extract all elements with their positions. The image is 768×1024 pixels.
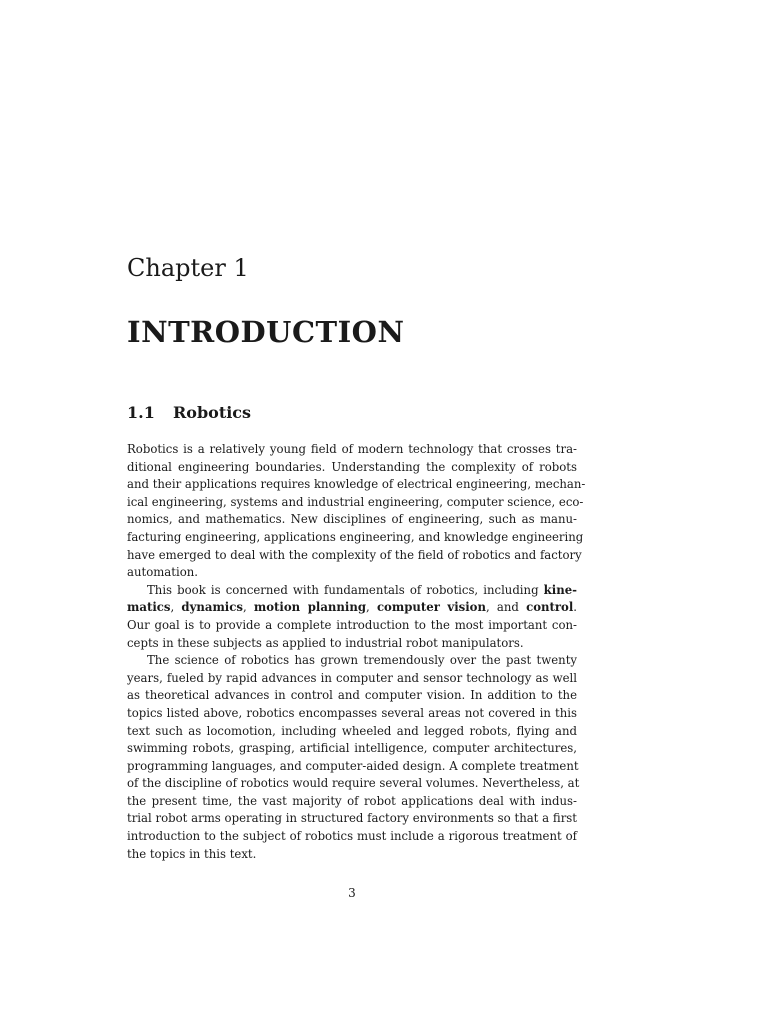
- chapter-label: Chapter 1: [127, 254, 249, 282]
- text-line: ditional engineering boundaries. Understanding the complexity of robots: [127, 459, 577, 474]
- text-line: automation.: [127, 565, 198, 580]
- bold-term: motion planning: [253, 600, 367, 615]
- text-line: [127, 599, 577, 617]
- section-heading: [127, 401, 251, 425]
- bold-term: dynamics: [181, 600, 243, 615]
- text-line: and their applications requires knowledge of electrical engineering, mechan-: [127, 477, 586, 492]
- text-run: , and: [485, 600, 527, 615]
- text-line: years, fueled by rapid advances in computer and sensor technology as well: [127, 670, 577, 685]
- text-run: This book is concerned with fundamentals of robotics, including: [147, 582, 544, 597]
- text-run: .: [573, 600, 577, 615]
- text-line: nomics, and mathematics. New disciplines of engineering, such as manu-: [127, 512, 577, 527]
- text-line: introduction to the subject of robotics must include a rigorous treatment of: [127, 829, 577, 844]
- text-run: ,: [242, 600, 254, 615]
- text-line: Robotics is a relatively young field of modern technology that crosses tra-: [127, 442, 577, 456]
- text-line: facturing engineering, applications engineering, and knowledge engineering: [127, 529, 584, 544]
- text-line: the topics in this text.: [127, 846, 257, 861]
- section-number: 1.1: [127, 403, 155, 422]
- text-run: ,: [170, 600, 182, 615]
- page-number: 3: [348, 886, 356, 900]
- text-line: the present time, the vast majority of robot applications deal with indus-: [127, 793, 577, 808]
- paragraph-1: [127, 441, 586, 582]
- text-line: swimming robots, grasping, artificial intelligence, computer architectures,: [127, 741, 577, 756]
- bold-term: kine-: [543, 582, 577, 597]
- text-line: ical engineering, systems and industrial engineering, computer science, eco-: [127, 494, 584, 509]
- text-line: programming languages, and computer-aided design. A complete treatment: [127, 758, 579, 773]
- text-line: as theoretical advances in control and computer vision. In addition to the: [127, 688, 577, 703]
- text-line: trial robot arms operating in structured factory environments so that a first: [127, 811, 577, 826]
- text-run: ,: [366, 600, 377, 615]
- text-line: [127, 582, 577, 600]
- body-text: [127, 441, 586, 863]
- text-line: of the discipline of robotics would require several volumes. Nevertheless, at: [127, 776, 580, 791]
- bold-term: matics: [127, 600, 171, 615]
- text-line: topics listed above, robotics encompasses several areas not covered in this: [127, 705, 577, 720]
- text-line: Our goal is to provide a complete introduction to the most important con-: [127, 617, 577, 632]
- paragraph-3: [127, 652, 580, 863]
- section-title: Robotics: [173, 403, 252, 422]
- text-line: cepts in these subjects as applied to industrial robot manipulators.: [127, 635, 524, 650]
- text-line: have emerged to deal with the complexity of the field of robotics and factory: [127, 547, 582, 562]
- text-line: text such as locomotion, including wheeled and legged robots, flying and: [127, 723, 577, 738]
- bold-term: computer vision: [376, 600, 486, 615]
- bold-term: control: [526, 600, 574, 615]
- chapter-title: INTRODUCTION: [127, 315, 405, 349]
- paragraph-2: [127, 582, 577, 652]
- text-line: The science of robotics has grown tremendously over the past twenty: [147, 653, 577, 668]
